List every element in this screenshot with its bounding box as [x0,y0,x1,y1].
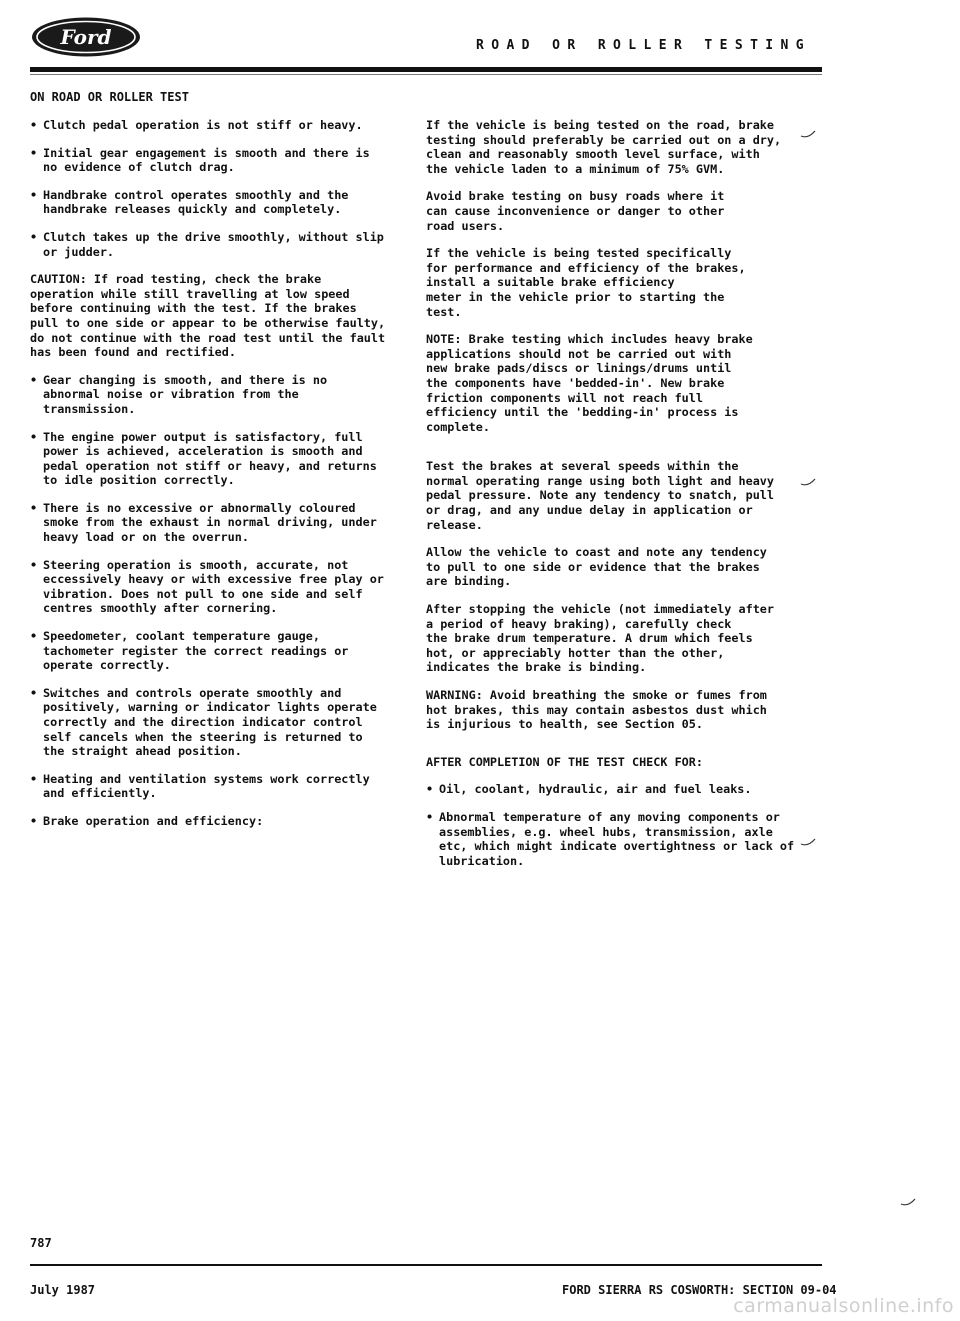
bullet-icon: • [30,813,38,828]
ford-logo-text: Ford [60,25,112,49]
bullet-text: Oil, coolant, hydraulic, air and fuel leaks. [439,782,752,797]
bullet-icon: • [30,629,38,644]
bullet-item [30,558,410,616]
footer-section: FORD SIERRA RS COSWORTH: SECTION 09-04 [562,1283,837,1297]
bullet-item [30,146,410,175]
bullet-text: Heating and ventilation systems work correctly and efficiently. [43,771,370,801]
footer-rule [30,1264,822,1266]
bullet-item [30,430,410,488]
bullet-text: Clutch pedal operation is not stiff or heavy. [43,118,363,132]
bullet-item [30,686,410,759]
bullet-icon: • [30,500,38,515]
right-column [426,118,830,881]
bullet-item [30,629,410,673]
margin-tick-mark [800,838,816,848]
ford-logo [30,16,142,58]
bullet-text: Handbrake control operates smoothly and the handbrake releases quickly and completely. [43,187,349,217]
paragraph: WARNING: Avoid breathing the smoke or fumes from hot brakes, this may contain asbestos dust which is injurious to health, see Section 05. [426,688,767,732]
bullet-icon: • [426,782,434,797]
column-spacer [426,745,830,755]
bullet-item [30,772,410,801]
bullet-text: The engine power output is satisfactory, full power is achieved, acceleration is smooth and pedal operation not stiff or heavy, and returns to idle position correctly. [43,429,377,488]
left-column [30,118,410,842]
paragraph: Test the brakes at several speeds within the normal operating range using both light and heavy pedal pressure. Note any tendency to snatch, pull or drag, and any undue delay in application or release. [426,459,775,532]
header-rule-thin [30,74,822,75]
bullet-icon: • [30,145,38,160]
margin-tick-mark [800,478,816,488]
bullet-item [426,810,830,868]
watermark: carmanualsonline.info [733,1295,954,1317]
header-rule [30,67,822,72]
bullet-icon: • [30,429,38,444]
bullet-item [426,782,830,797]
margin-tick-mark [800,130,816,140]
bullet-item [30,501,410,545]
page-title: ROAD OR ROLLER TESTING [476,38,811,53]
bullet-text: Switches and controls operate smoothly and positively, warning or indicator lights operate correctly and the direction indicator control self cancels when the steering is returned to the straight ahead position. [43,685,377,759]
bullet-icon: • [30,557,38,572]
bullet-text: Gear changing is smooth, and there is no abnormal noise or vibration from the transmission. [43,372,328,416]
paragraph: If the vehicle is being tested on the road, brake testing should preferably be carried out on a dry, clean and reasonably smooth level surface, with the vehicle laden to a minimum of 75% GVM. [426,118,782,176]
bullet-text: Speedometer, coolant temperature gauge, tachometer register the correct readings or operate correctly. [43,629,349,673]
bullet-text: Steering operation is smooth, accurate, not eccessively heavy or with excessive free play or vibration. Does not pull to one side and self centres smoothly after cornering. [43,557,384,616]
section-heading: ON ROAD OR ROLLER TEST [30,90,189,104]
bullet-item [30,373,410,417]
bullet-icon: • [30,229,38,244]
bullet-item [30,118,410,133]
bullet-icon: • [426,809,434,824]
paragraph: NOTE: Brake testing which includes heavy brake applications should not be carried out with new brake pads/discs or linings/drums until the components have 'bedded-in'. New brake friction components will not reach full efficiency until the 'bedding-in' process is complete. [426,332,753,434]
bullet-text: Brake operation and efficiency: [43,813,264,828]
bullet-icon: • [30,685,38,700]
paragraph: Avoid brake testing on busy roads where it can cause inconvenience or danger to other road users. [426,189,725,233]
paragraph: AFTER COMPLETION OF THE TEST CHECK FOR: [426,754,703,769]
bullet-text: Initial gear engagement is smooth and there is no evidence of clutch drag. [43,145,370,175]
paragraph: After stopping the vehicle (not immediately after a period of heavy braking), carefully check the brake drum temperature. A drum which feels hot, or appreciably hotter than the other, indicates the brake is binding. [426,602,775,675]
bullet-text: There is no excessive or abnormally coloured smoke from the exhaust in normal driving, under heavy load or on the overrun. [43,500,377,545]
paragraph: If the vehicle is being tested specifically for performance and efficiency of the brakes, install a suitable brake efficiency meter in the vehicle prior to starting the test. [426,246,746,319]
paragraph: Allow the vehicle to coast and note any tendency to pull to one side or evidence that the brakes are binding. [426,545,767,589]
column-spacer [426,447,830,459]
bullet-icon: • [30,372,38,387]
margin-tick-mark [900,1198,916,1208]
bullet-icon: • [30,771,38,786]
bullet-item [30,230,410,259]
bullet-text: Clutch takes up the drive smoothly, without slip or judder. [43,229,384,259]
bullet-item [30,188,410,217]
bullet-item [30,814,410,829]
bullet-icon: • [30,118,38,132]
bullet-text: Abnormal temperature of any moving components or assemblies, e.g. wheel hubs, transmission, axle etc, which might indicate overtightness or lack of lubrication. [439,809,795,868]
paragraph: CAUTION: If road testing, check the brake operation while still travelling at low speed before continuing with the test. If the brakes pull to one side or appear to be otherwise faulty, do not continue with the road test until the fault has been found and rectified. [30,272,386,360]
bullet-icon: • [30,187,38,202]
footer-date: July 1987 [30,1283,96,1297]
page-number: 787 [30,1236,52,1250]
